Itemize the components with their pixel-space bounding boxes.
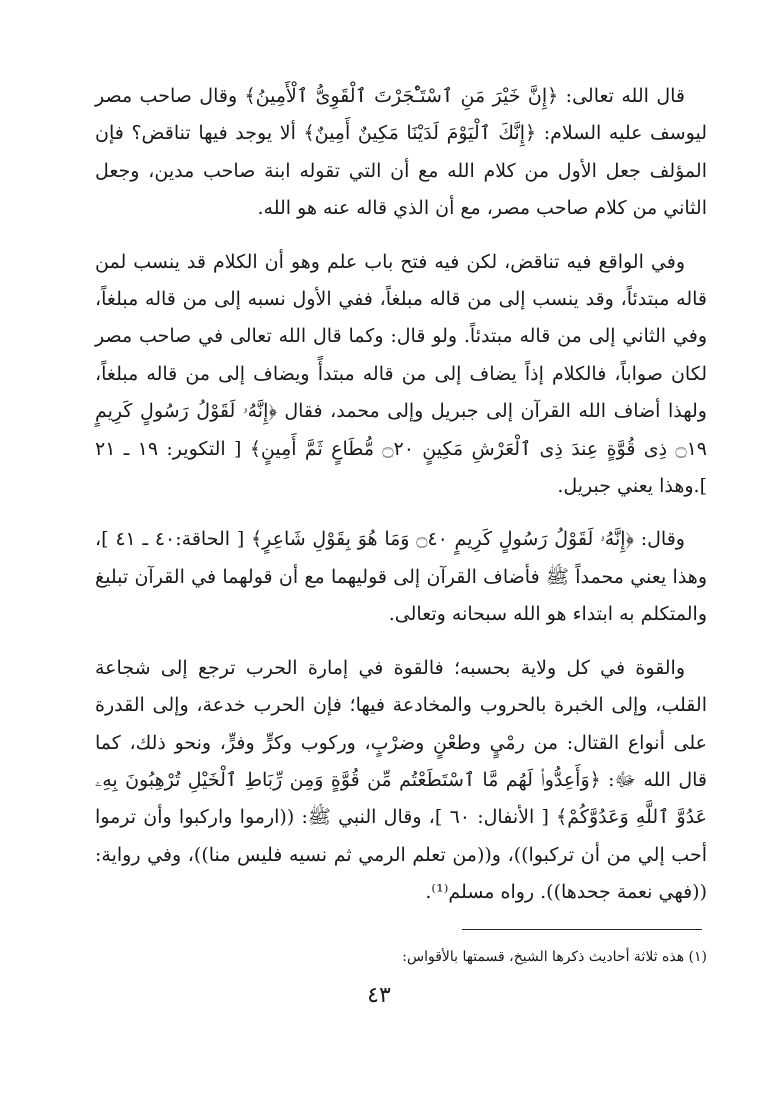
page-number: ٤٣ (367, 983, 391, 1008)
paragraph-4-text: والقوة في كل ولاية بحسبه؛ فالقوة في إمارة الحرب ترجع إلى شجاعة القلب، وإلى الخبرة بالحروب والمخادعة فيها؛ فإن الحرب خدعة، وإلى القدرة على أنواع القتال: من رمْيٍ وطعْنٍ وضرْبٍ، وركوب وكرٍّ وفرٍّ، ونحو ذلك، كما قال الله ﷻ: ﴿وَأَعِدُّوا۟ لَهُم مَّا ٱسْتَطَعْتُم مِّن قُوَّةٍ وَمِن رِّبَاطِ ٱلْخَيْلِ تُرْهِبُونَ بِهِۦ عَدُوَّ ٱللَّهِ وَعَدُوَّكُمْ﴾ [ الأنفال: ٦٠ ]، وقال النبي ﷺ: ((ارموا واركبوا وأن ترموا أحب إلي من أن تركبوا))، و((من تعلم الرمي ثم نسيه فليس منا))، وفي رواية: ((فهي نعمة جحدها)). رواه مسلم⁽¹⁾. (95, 656, 707, 904)
paragraph-2 (95, 244, 707, 506)
paragraph-2-text: وفي الواقع فيه تناقض، لكن فيه فتح باب علم وهو أن الكلام قد ينسب لمن قاله مبتدئاً، وقد ينسب إلى من قاله مبلغاً، ففي الأول نسبه إلى من قاله مبلغاً، وفي الثاني إلى من قاله مبتدئاً. ولو قال: وكما قال الله تعالى في صاحب مصر لكان صواباً، فالكلام إذاً يضاف إلى من قاله مبتدأً ويضاف إلى من قاله مبلغاً، ولهذا أضاف الله القرآن إلى جبريل وإلى محمد، فقال ﴿إِنَّهُۥ لَقَوْلُ رَسُولٍ كَرِيمٍ ۝١٩ ذِى قُوَّةٍ عِندَ ذِى ٱلْعَرْشِ مَكِينٍ ۝٢٠ مُّطَاعٍ ثَمَّ أَمِينٍ﴾ [ التكوير: ١٩ ـ ٢١ ].وهذا يعني جبريل. (95, 250, 707, 498)
paragraph-1 (95, 78, 707, 228)
paragraph-3-text: وقال: ﴿إِنَّهُۥ لَقَوْلُ رَسُولٍ كَرِيمٍ ۝٤٠ وَمَا هُوَ بِقَوْلِ شَاعِرٍ﴾ [ الحاقة:٤٠ ـ ٤١ ]، وهذا يعني محمداً ﷺ فأضاف القرآن إلى قوليهما مع أن قولهما في القرآن تبليغ والمتكلم به ابتداء هو الله سبحانه وتعالى. (95, 528, 707, 626)
footnote-separator (462, 929, 702, 930)
paragraph-1-text: قال الله تعالى: ﴿إِنَّ خَيْرَ مَنِ ٱسْتَـْٔجَرْتَ ٱلْقَوِىُّ ٱلْأَمِينُ﴾ وقال صاحب مصر ليوسف عليه السلام: ﴿إِنَّكَ ٱلْيَوْمَ لَدَيْنَا مَكِينٌ أَمِينٌ﴾ ألا يوجد فيها تناقض؟ فإن المؤلف جعل الأول من كلام الله مع أن التي تقوله ابنة صاحب مدين، وجعل الثاني من كلام صاحب مصر، مع أن الذي قاله عنه هو الله. (95, 85, 707, 220)
paragraph-3 (95, 521, 707, 633)
footnote: (١) هذه ثلاثة أحاديث ذكرها الشيخ، قسمتها بالأقواس: (402, 949, 707, 965)
paragraph-4 (95, 650, 707, 912)
page-body (95, 78, 707, 912)
